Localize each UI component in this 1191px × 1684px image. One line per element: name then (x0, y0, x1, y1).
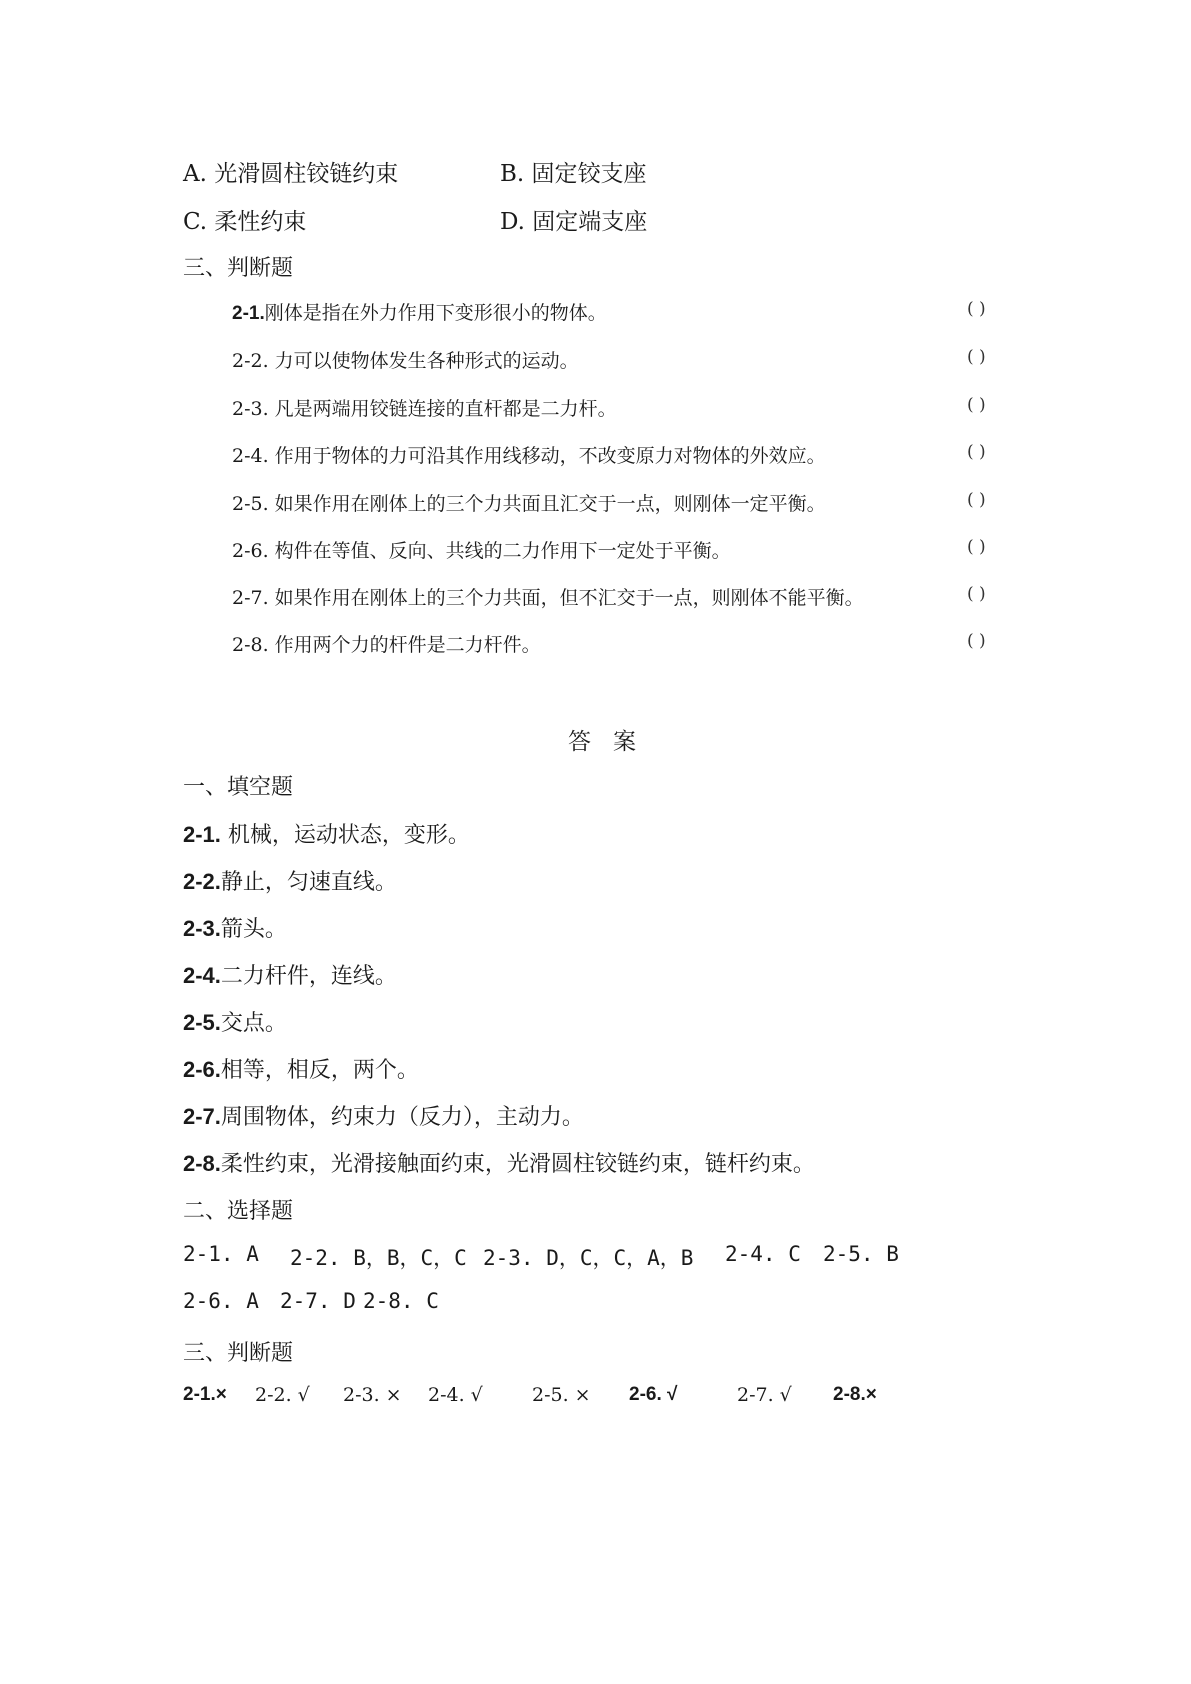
question-number: 2-5. (232, 493, 269, 515)
answer-number: 2-6. (183, 1057, 221, 1082)
answer-number: 2-5. (183, 1010, 221, 1035)
judge-answer: 2-6. √ (629, 1384, 678, 1405)
judge-answer: 2-4. √ (428, 1384, 483, 1406)
question-text: 构件在等值、反向、共线的二力作用下一定处于平衡。 (268, 540, 731, 562)
answer-parentheses: ( ) (967, 631, 986, 651)
judge-answer: 2-1.× (183, 1384, 227, 1405)
answer-number: 2-8. (183, 1151, 221, 1176)
question-text: 如果作用在刚体上的三个力共面，但不汇交于一点，则刚体不能平衡。 (268, 587, 864, 609)
judge-question (232, 298, 607, 325)
answer-text: 箭头。 (220, 917, 287, 942)
answer-text: 柔性约束，光滑接触面约束，光滑圆柱铰链约束，链杆约束。 (220, 1152, 815, 1177)
answer-text: 静止，匀速直线。 (220, 870, 397, 895)
choice-answers-row (183, 1289, 883, 1319)
judge-answer: 2-2. √ (255, 1384, 310, 1406)
judge-question (232, 489, 826, 516)
question-number: 2-1. (232, 303, 265, 324)
choice-answer: 2-5. B (823, 1242, 899, 1266)
fill-answer (183, 1147, 815, 1178)
fill-answer (183, 959, 397, 990)
question-text: 凡是两端用铰链连接的直杆都是二力杆。 (268, 398, 617, 420)
judge-answer: 2-7. √ (737, 1384, 792, 1406)
question-number: 2-6. (232, 540, 269, 562)
judge-question (232, 441, 826, 468)
section-heading-judge-answers: 三、判断题 (183, 1341, 294, 1366)
answer-text: 相等，相反，两个。 (220, 1058, 419, 1083)
question-number: 2-4. (232, 445, 269, 467)
choice-answer: 2-2. B，B，C，C (290, 1246, 467, 1270)
judge-question (232, 346, 579, 373)
question-number: 2-7. (232, 587, 269, 609)
judge-question (232, 630, 541, 657)
question-text: 作用两个力的杆件是二力杆件。 (268, 634, 541, 656)
answers-title: 答案 (568, 729, 658, 755)
choice-answer: 2-7. D (280, 1289, 356, 1313)
judge-question (232, 583, 864, 610)
option-d: D. 固定端支座 (500, 209, 648, 235)
choice-answer: 2-3. D，C，C，A，B (483, 1246, 694, 1270)
fill-answer (183, 912, 287, 943)
judge-answer: 2-8.× (833, 1384, 877, 1405)
fill-answer (183, 865, 397, 896)
answer-parentheses: ( ) (967, 490, 986, 510)
answer-number: 2-4. (183, 963, 221, 988)
question-number: 2-3. (232, 398, 269, 420)
question-number: 2-2. (232, 350, 269, 372)
answer-parentheses: ( ) (967, 347, 986, 367)
question-text: 刚体是指在外力作用下变形很小的物体。 (264, 302, 607, 324)
answer-text: 周围物体，约束力（反力），主动力。 (220, 1105, 584, 1130)
answer-text: 交点。 (220, 1011, 287, 1036)
question-number: 2-8. (232, 634, 269, 656)
answer-parentheses: ( ) (967, 537, 986, 557)
answer-number: 2-1. (183, 822, 221, 847)
fill-answer (183, 1100, 584, 1131)
answer-number: 2-2. (183, 869, 221, 894)
judge-answers-row (183, 1384, 903, 1414)
question-text: 如果作用在刚体上的三个力共面且汇交于一点，则刚体一定平衡。 (268, 493, 826, 515)
answer-parentheses: ( ) (967, 395, 986, 415)
option-a: A. 光滑圆柱铰链约束 (183, 161, 399, 187)
answer-parentheses: ( ) (967, 584, 986, 604)
choice-answer: 2-6. A (183, 1289, 259, 1313)
judge-question (232, 394, 617, 421)
answer-number: 2-3. (183, 916, 221, 941)
option-b: B. 固定铰支座 (500, 161, 647, 187)
answer-text: 机械，运动状态，变形。 (220, 823, 470, 848)
choice-answer: 2-1. A (183, 1242, 259, 1266)
question-text: 作用于物体的力可沿其作用线移动，不改变原力对物体的外效应。 (268, 445, 826, 467)
fill-answer (183, 1006, 287, 1037)
question-text: 力可以使物体发生各种形式的运动。 (268, 350, 579, 372)
option-c: C. 柔性约束 (183, 209, 307, 235)
judge-answer: 2-5. × (532, 1384, 591, 1406)
section-heading-judge: 三、判断题 (183, 256, 294, 281)
fill-answer (183, 818, 470, 849)
answer-parentheses: ( ) (967, 442, 986, 462)
answer-number: 2-7. (183, 1104, 221, 1129)
answer-parentheses: ( ) (967, 299, 986, 319)
fill-answer (183, 1053, 419, 1084)
choice-answer: 2-4. C (725, 1242, 801, 1266)
choice-answers-row (183, 1242, 899, 1272)
answer-text: 二力杆件，连线。 (220, 964, 397, 989)
choice-answer: 2-8. C (363, 1289, 439, 1313)
judge-question (232, 536, 731, 563)
section-heading-choice: 二、选择题 (183, 1199, 294, 1224)
judge-answer: 2-3. × (343, 1384, 402, 1406)
section-heading-fill: 一、填空题 (183, 775, 294, 800)
